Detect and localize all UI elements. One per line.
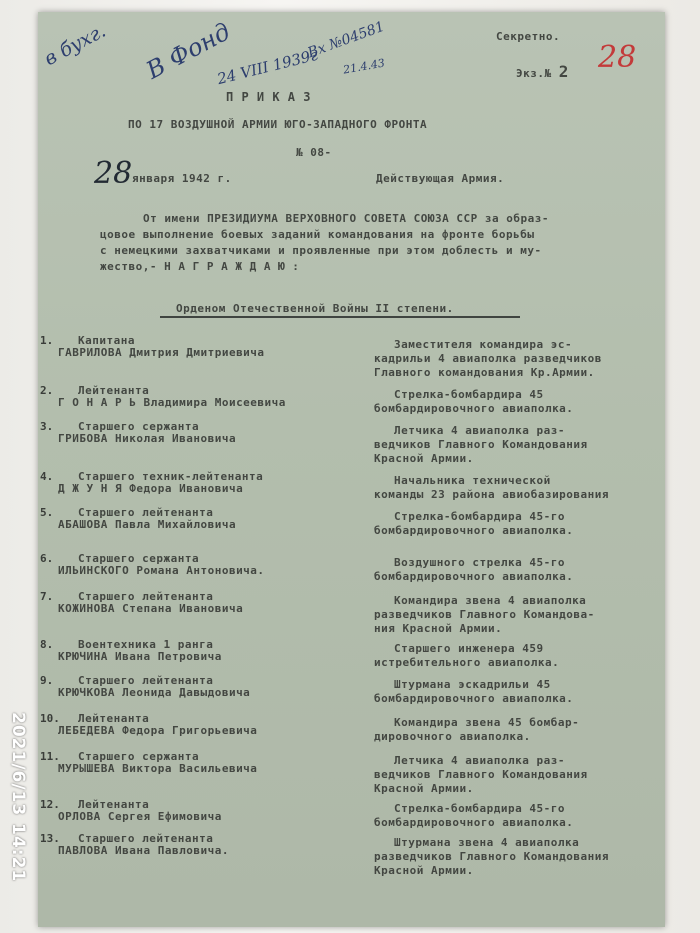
awardee-number: 4. xyxy=(40,470,54,483)
awardee-post-line: Стрелка-бомбардира 45 xyxy=(394,388,544,401)
awardee-rank: Старшего сержанта xyxy=(78,552,200,565)
date-day-handwritten: 28 xyxy=(94,156,133,191)
awardee-name: ПАВЛОВА Ивана Павловича. xyxy=(58,844,229,857)
awardee-number: 2. xyxy=(40,384,54,397)
handwritten-note-2: В Фонд xyxy=(141,17,235,85)
awardee-post-line: Красной Армии. xyxy=(374,452,474,465)
awardee-name: АБАШОВА Павла Михайловича xyxy=(58,518,237,531)
copy-prefix: Экз.№ xyxy=(516,67,552,80)
awardee-post-line: Командира звена 45 бомбар- xyxy=(394,716,580,729)
awardee-name: ИЛЬИНСКОГО Романа Антоновича. xyxy=(58,564,265,577)
awardee-post-line: Воздушного стрелка 45-го xyxy=(394,556,565,569)
order-title: П Р И К А З xyxy=(226,90,311,104)
awardee-post-line: дировочного авиаполка. xyxy=(374,730,531,743)
awardee-post-line: кадрильи 4 авиаполка разведчиков xyxy=(374,352,602,365)
copy-number: 2 xyxy=(558,62,569,81)
red-number-mark: 28 xyxy=(598,40,637,75)
awardee-rank: Старшего лейтенанта xyxy=(78,506,214,519)
awardee-number: 6. xyxy=(40,552,54,565)
awardee-number: 11. xyxy=(40,750,60,763)
secret-label: Секретно. xyxy=(496,30,561,43)
awardee-post-line: Заместителя командира эс- xyxy=(394,338,573,351)
awardee-number: 5. xyxy=(40,506,54,519)
handwritten-note-4: Вх №04581 xyxy=(305,18,387,62)
awardee-number: 12. xyxy=(40,798,60,811)
order-heading: Орденом Отечественной Войны II степени. xyxy=(176,302,454,315)
awardee-post-line: разведчиков Главного Командования xyxy=(374,850,610,863)
awardee-rank: Воентехника 1 ранга xyxy=(78,638,214,651)
awardee-name: ОРЛОВА Сергея Ефимовича xyxy=(58,810,222,823)
awardee-post-line: Стрелка-бомбардира 45-го xyxy=(394,510,565,523)
awardee-name: МУРЫШЕВА Виктора Васильевича xyxy=(58,762,258,775)
copy-label xyxy=(516,62,569,81)
awardee-name: ГРИБОВА Николая Ивановича xyxy=(58,432,237,445)
awardee-post-line: Красной Армии. xyxy=(374,782,474,795)
awardee-post-line: Летчика 4 авиаполка раз- xyxy=(394,754,565,767)
document-sheet xyxy=(38,12,665,927)
awardee-number: 3. xyxy=(40,420,54,433)
awardee-post-line: Штурмана эскадрильи 45 xyxy=(394,678,551,691)
awardee-post-line: Командира звена 4 авиаполка xyxy=(394,594,587,607)
handwritten-note-3: 24 VIII 1939г xyxy=(215,45,320,89)
awardee-post-line: ния Красной Армии. xyxy=(374,622,503,635)
handwritten-note-1: в бухг. xyxy=(40,19,110,71)
awardee-post-line: ведчиков Главного Командования xyxy=(374,438,588,451)
awardee-post-line: ведчиков Главного Командования xyxy=(374,768,588,781)
awardee-name: КОЖИНОВА Степана Ивановича xyxy=(58,602,244,615)
awardee-number: 13. xyxy=(40,832,60,845)
awardee-post-line: бомбардировочного авиаполка. xyxy=(374,692,574,705)
awardee-name: Д Ж У Н Я Федора Ивановича xyxy=(58,482,244,495)
order-date: января 1942 г. xyxy=(132,172,232,185)
awardee-number: 10. xyxy=(40,712,60,725)
awardee-post-line: бомбардировочного авиаполка. xyxy=(374,524,574,537)
photo-timestamp: 2021/6/13 14:21 xyxy=(8,712,28,883)
awardee-post-line: команды 23 района авиобазирования xyxy=(374,488,610,501)
awardee-post-line: бомбардировочного авиаполка. xyxy=(374,816,574,829)
awardee-post-line: Старшего инженера 459 xyxy=(394,642,544,655)
awardee-number: 9. xyxy=(40,674,54,687)
awardee-number: 8. xyxy=(40,638,54,651)
awardee-post-line: истребительного авиаполка. xyxy=(374,656,560,669)
intro-line: с немецкими захватчиками и проявленные при этом доблесть и му- xyxy=(100,244,542,257)
awardee-name: ЛЕБЕДЕВА Федора Григорьевича xyxy=(58,724,258,737)
awardee-post-line: Летчика 4 авиаполка раз- xyxy=(394,424,565,437)
awardee-rank: Старшего техник-лейтенанта xyxy=(78,470,264,483)
awardee-name: Г О Н А Р Ь Владимира Моисеевича xyxy=(58,396,286,409)
order-subtitle: ПО 17 ВОЗДУШНОЙ АРМИИ ЮГО-ЗАПАДНОГО ФРОНТА xyxy=(128,118,428,131)
awardee-number: 1. xyxy=(40,334,54,347)
awardee-rank: Старшего сержанта xyxy=(78,750,200,763)
heading-underline xyxy=(160,316,520,318)
awardee-rank: Старшего лейтенанта xyxy=(78,590,214,603)
awardee-post-line: Главного командования Кр.Армии. xyxy=(374,366,595,379)
awardee-name: ГАВРИЛОВА Дмитрия Дмитриевича xyxy=(58,346,265,359)
order-place: Действующая Армия. xyxy=(376,172,505,185)
intro-line: цовое выполнение боевых заданий командования на фронте борьбы xyxy=(100,228,535,241)
awardee-post-line: Штурмана звена 4 авиаполка xyxy=(394,836,580,849)
intro-line: жество,- Н А Г Р А Ж Д А Ю : xyxy=(100,260,300,273)
awardee-post-line: бомбардировочного авиаполка. xyxy=(374,402,574,415)
awardee-rank: Лейтенанта xyxy=(78,384,150,397)
awardee-name: КРЮЧИНА Ивана Петровича xyxy=(58,650,222,663)
awardee-rank: Капитана xyxy=(78,334,135,347)
order-number: № 08- xyxy=(296,146,332,159)
awardee-name: КРЮЧКОВА Леонида Давыдовича xyxy=(58,686,251,699)
awardee-post-line: бомбардировочного авиаполка. xyxy=(374,570,574,583)
awardee-post-line: Стрелка-бомбардира 45-го xyxy=(394,802,565,815)
awardee-post-line: Красной Армии. xyxy=(374,864,474,877)
awardee-rank: Старшего сержанта xyxy=(78,420,200,433)
awardee-post-line: Начальника технической xyxy=(394,474,551,487)
awardee-rank: Лейтенанта xyxy=(78,798,150,811)
awardee-rank: Старшего лейтенанта xyxy=(78,674,214,687)
handwritten-note-5: 21.4.43 xyxy=(342,56,386,77)
awardee-post-line: разведчиков Главного Командова- xyxy=(374,608,595,621)
awardee-rank: Старшего лейтенанта xyxy=(78,832,214,845)
awardee-rank: Лейтенанта xyxy=(78,712,150,725)
intro-line: От имени ПРЕЗИДИУМА ВЕРХОВНОГО СОВЕТА СОЮЗА ССР за образ- xyxy=(143,212,549,225)
awardee-number: 7. xyxy=(40,590,54,603)
